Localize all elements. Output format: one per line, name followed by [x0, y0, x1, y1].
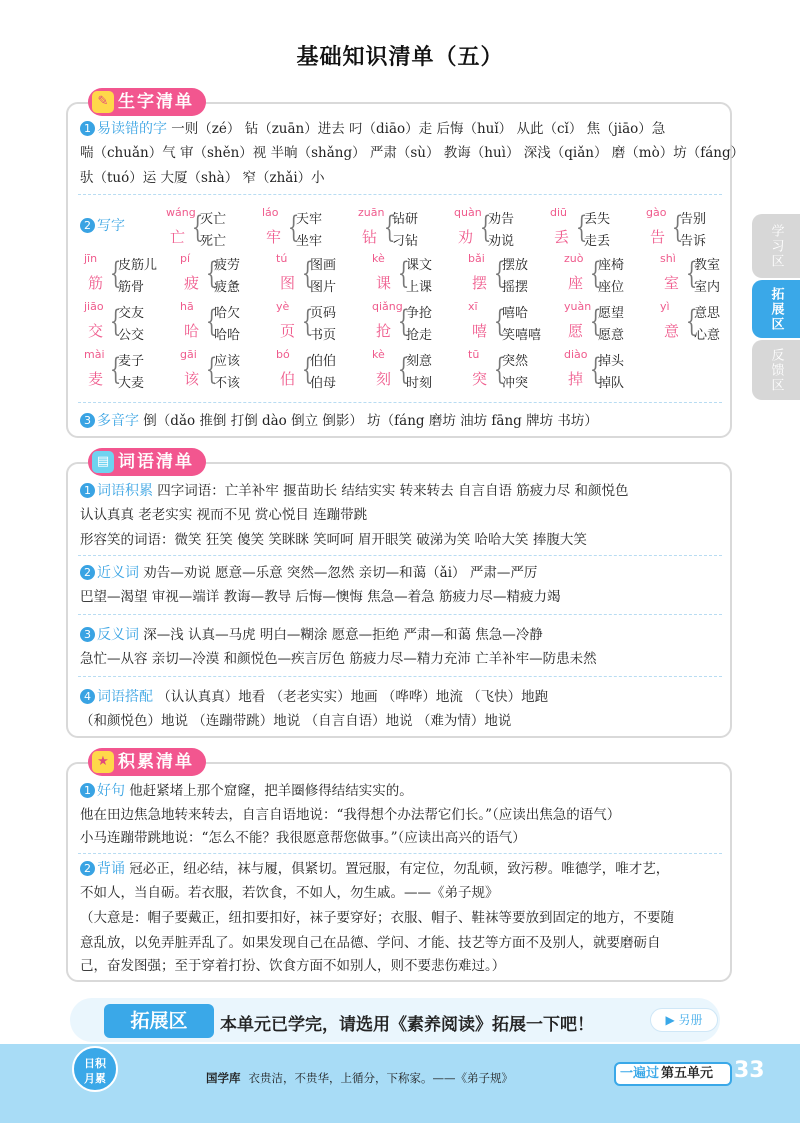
pinyin: hā [180, 300, 194, 313]
xiezi-cell [258, 206, 356, 250]
pinyin: wáng [166, 206, 196, 219]
word-2: 室内 [694, 280, 721, 295]
haoju-label: 好句 [97, 783, 125, 799]
word-1: 麦子 [118, 354, 145, 369]
xiezi-cell [272, 300, 370, 344]
divider [78, 676, 722, 677]
xiezi-cell [464, 348, 562, 392]
brace: { [589, 256, 602, 291]
word-1: 图画 [310, 258, 337, 273]
brace: { [301, 256, 314, 291]
word-1: 皮筋儿 [118, 258, 158, 273]
word-2: 上课 [406, 280, 433, 295]
word-1: 摆放 [502, 258, 529, 273]
word-2: 愿意 [598, 328, 625, 343]
word-2: 书页 [310, 328, 337, 343]
word-2: 告诉 [680, 234, 707, 249]
xiezi-cell [560, 252, 658, 296]
brace: { [205, 352, 218, 387]
word-2: 图片 [310, 280, 337, 295]
word-1: 刻意 [406, 354, 433, 369]
character: 课 [376, 274, 392, 292]
character: 告 [650, 228, 666, 246]
brace: { [301, 352, 314, 387]
word-2: 刁钻 [392, 234, 419, 249]
pinyin: bǎi [468, 252, 485, 265]
pinyin: zuò [564, 252, 584, 265]
footer-unit: 一遍过 第五单元 [614, 1062, 732, 1086]
word-2: 劝说 [488, 234, 515, 249]
jilei-tag [88, 748, 206, 776]
xiezi-cell [176, 348, 274, 392]
pinyin: diào [564, 348, 588, 361]
beisong-line-2: 不如人，当自砺。若衣服，若饮食，不如人，勿生戚。——《弟子规》 [80, 885, 499, 901]
xiezi-label: 写字 [97, 218, 125, 234]
banner-button[interactable] [650, 1008, 718, 1032]
character: 摆 [472, 274, 488, 292]
pencil-icon: ✎ [92, 91, 114, 113]
fanyi-label: 反义词 [97, 627, 139, 643]
character: 座 [568, 274, 584, 292]
word-2: 大麦 [118, 376, 145, 391]
jinyi-line-2: 巴望—渴望 审视—端详 教诲—教导 后悔—懊悔 焦急—着急 筋疲力尽—精疲力竭 [80, 589, 561, 605]
jilei-ci-line-2: 认认真真 老老实实 视而不见 赏心悦目 连蹦带跳 [80, 507, 368, 523]
side-tab-feedback[interactable]: 反馈区 [752, 340, 800, 400]
xiezi-cell [560, 348, 658, 392]
word-2: 筋骨 [118, 280, 145, 295]
word-2: 冲突 [502, 376, 529, 391]
character: 哈 [184, 322, 200, 340]
pinyin: qiǎng [372, 300, 403, 313]
character: 该 [184, 370, 200, 388]
xiezi-cell [176, 300, 274, 344]
pinyin: pí [180, 252, 191, 265]
word-1: 告别 [680, 212, 707, 227]
character: 愿 [568, 322, 584, 340]
duoyin-text: 倒（dǎo 推倒 打倒 dào 倒立 倒影） 坊（fáng 磨坊 油坊 fāng 牌坊 书坊） [143, 413, 598, 429]
jilei-ci-line-1: 1 词语积累 四字词语：亡羊补牢 揠苗助长 结结实实 转来转去 自言自语 筋疲力尽 和颜悦色 [80, 480, 629, 501]
pinyin: jiāo [84, 300, 104, 313]
footer-quote: 国学库 衣贵洁，不贵华，上循分，下称家。——《弟子规》 [206, 1071, 513, 1085]
pinyin: yè [276, 300, 290, 313]
brace: { [287, 210, 300, 245]
word-1: 课文 [406, 258, 433, 273]
xiezi-cell [464, 300, 562, 344]
word-1: 嘻哈 [502, 306, 529, 321]
xiezi-cell [80, 348, 178, 392]
word-2: 掉队 [598, 376, 625, 391]
word-2: 笑嘻嘻 [502, 328, 542, 343]
character: 牢 [266, 228, 282, 246]
beisong-label: 背诵 [97, 861, 125, 877]
word-1: 疲劳 [214, 258, 241, 273]
haoju-line-3: 小马连蹦带跳地说：“怎么不能？我很愿意帮您做事。”（应读出高兴的语气） [80, 830, 526, 846]
xiezi-cell [162, 206, 260, 250]
page-number: 33 [734, 1058, 765, 1083]
beisong-line-5: 己，奋发图强；至于穿着打扮、饮食方面不如别人，则不要悲伤难过。） [80, 958, 506, 974]
brace: { [493, 256, 506, 291]
character: 抢 [376, 322, 392, 340]
haoju-line-2: 他在田边焦急地转来转去，自言自语地说：“我得想个办法帮它们长。”（应读出焦急的语气） [80, 807, 621, 823]
character: 麦 [88, 370, 104, 388]
xiezi-cell [464, 252, 562, 296]
fanyi-line-2: 急忙—从容 亲切—冷漠 和颜悦色—疾言厉色 筋疲力尽—精力充沛 亡羊补牢—防患未然 [80, 651, 597, 667]
xiezi-cell [368, 300, 466, 344]
fanyi-line-1: 3 反义词 深—浅 认真—马虎 明白—糊涂 愿意—拒绝 严肃—和蔼 焦急—冷静 [80, 624, 543, 645]
xiezi-cell [450, 206, 548, 250]
pinyin: yuàn [564, 300, 592, 313]
brace: { [493, 304, 506, 339]
yidu-label: 易读错的字 [97, 121, 167, 137]
character: 突 [472, 370, 488, 388]
brace: { [383, 210, 396, 245]
brace: { [397, 256, 410, 291]
shengzi-title: 生字清单 [118, 92, 194, 112]
yidu-line-3: 驮（tuó）运 大厦（shà） 窄（zhǎi）小 [80, 170, 325, 186]
character: 筋 [88, 274, 104, 292]
haoju-line-1: 1 好句 他赶紧堵上那个窟窿，把羊圈修得结结实实的。 [80, 780, 413, 801]
shengzi-tag [88, 88, 206, 116]
pinyin: kè [372, 252, 385, 265]
yidu-line-1: 1 易读错的字 一则（zé） 钻（zuān）进去 叼（diāo）走 后悔（huǐ） 从此（cǐ） 焦（jiāo）急 [80, 118, 665, 139]
pinyin: shì [660, 252, 676, 265]
pinyin: zuān [358, 206, 385, 219]
dapei-line-1: 4 词语搭配 （认认真真）地看 （老老实实）地画 （哗哗）地流 （飞快）地跑 [80, 686, 548, 707]
word-1: 页码 [310, 306, 337, 321]
pinyin: diū [550, 206, 568, 219]
character: 疲 [184, 274, 200, 292]
pinyin: gāi [180, 348, 197, 361]
character: 交 [88, 322, 104, 340]
xiezi-cell [656, 300, 754, 344]
yidu-line-2: 喘（chuǎn）气 审（shěn）视 半晌（shǎng） 严肃（sù） 教诲（huì） 深浅（qiǎn） 磨（mò）坊（fáng） [80, 145, 745, 161]
brace: { [575, 210, 588, 245]
word-1: 天牢 [296, 212, 323, 227]
divider [78, 402, 722, 403]
word-1: 突然 [502, 354, 529, 369]
pinyin: jīn [84, 252, 98, 265]
word-2: 公交 [118, 328, 145, 343]
character: 嘻 [472, 322, 488, 340]
word-1: 交友 [118, 306, 145, 321]
beisong-line-3: （大意是：帽子要戴正，纽扣要扣好，袜子要穿好；衣服、帽子、鞋袜等要放到固定的地方，不要随 [80, 910, 674, 926]
beisong-line-4: 意乱放，以免弄脏弄乱了。如果发现自己在品德、学问、才能、技艺等方面不及别人，就要磨砺自 [80, 935, 661, 951]
dapei-line-2: （和颜悦色）地说 （连蹦带跳）地说 （自言自语）地说 （难为情）地说 [80, 713, 512, 729]
brace: { [671, 210, 684, 245]
jilei-title: 积累清单 [118, 752, 194, 772]
brace: { [109, 304, 122, 339]
xiezi-cell [272, 348, 370, 392]
character: 图 [280, 274, 296, 292]
beisong-line-1: 2 背诵 冠必正，纽必结，袜与履，俱紧切。置冠服，有定位，勿乱顿，致污秽。唯德学，唯才艺， [80, 858, 669, 879]
pinyin: tū [468, 348, 480, 361]
brace: { [205, 304, 218, 339]
word-1: 钻研 [392, 212, 419, 227]
character: 钻 [362, 228, 378, 246]
footer-badge: 日积 月累 [72, 1046, 118, 1092]
xiezi-cell [546, 206, 644, 250]
side-tab-extend[interactable]: 拓展区 [752, 280, 800, 338]
star-icon: ★ [92, 751, 114, 773]
xiezi-cell [272, 252, 370, 296]
character: 意 [664, 322, 680, 340]
dapei-label: 词语搭配 [97, 689, 153, 705]
pinyin: tú [276, 252, 288, 265]
brace: { [301, 304, 314, 339]
character: 劝 [458, 228, 474, 246]
xiezi-cell [354, 206, 452, 250]
word-2: 哈哈 [214, 328, 241, 343]
jinyi-line-1: 2 近义词 劝告—劝说 愿意—乐意 突然—忽然 亲切—和蔼（ǎi） 严肃—严厉 [80, 562, 537, 583]
pinyin: yì [660, 300, 670, 313]
brace: { [493, 352, 506, 387]
side-tab-study[interactable]: 学习区 [752, 214, 800, 278]
pinyin: mài [84, 348, 105, 361]
xiezi-cell [656, 252, 754, 296]
ciyu-title: 词语清单 [118, 452, 194, 472]
pinyin: quàn [454, 206, 482, 219]
character: 伯 [280, 370, 296, 388]
word-2: 时刻 [406, 376, 433, 391]
word-2: 疲惫 [214, 280, 241, 295]
yidu-text-1: 一则（zé） 钻（zuān）进去 叼（diāo）走 后悔（huǐ） 从此（cǐ） 焦（jiāo）急 [171, 121, 666, 137]
character: 室 [664, 274, 680, 292]
word-1: 愿望 [598, 306, 625, 321]
pinyin: gào [646, 206, 667, 219]
duoyin-label: 多音字 [97, 413, 139, 429]
word-1: 丢失 [584, 212, 611, 227]
pinyin: xī [468, 300, 478, 313]
jilei-ci-line-3: 形容笑的词语：微笑 狂笑 傻笑 笑眯眯 笑呵呵 眉开眼笑 破涕为笑 哈哈大笑 捧腹大笑 [80, 532, 587, 548]
divider [78, 194, 722, 195]
word-2: 走丢 [584, 234, 611, 249]
word-2: 坐牢 [296, 234, 323, 249]
banner-button-label: 另册 [678, 1013, 703, 1027]
brace: { [685, 304, 698, 339]
character: 亡 [170, 228, 186, 246]
word-2: 不该 [214, 376, 241, 391]
divider [78, 614, 722, 615]
banner-text: 本单元已学完，请选用《素养阅读》拓展一下吧！ [220, 1015, 594, 1035]
xiezi-cell [368, 252, 466, 296]
word-1: 意思 [694, 306, 721, 321]
word-1: 争抢 [406, 306, 433, 321]
pinyin: kè [372, 348, 385, 361]
word-2: 死亡 [200, 234, 227, 249]
brace: { [191, 210, 204, 245]
brace: { [397, 352, 410, 387]
pinyin: bó [276, 348, 290, 361]
page-title: 基础知识清单（五） [296, 45, 504, 70]
jilei-ci-label: 词语积累 [97, 483, 153, 499]
banner-tag: 拓展区 [104, 1004, 214, 1038]
xiezi-label-row: 2 写字 [80, 215, 125, 236]
word-1: 劝告 [488, 212, 515, 227]
duoyin-row: 3 多音字 倒（dǎo 推倒 打倒 dào 倒立 倒影） 坊（fáng 磨坊 油坊 fāng 牌坊 书坊） [80, 410, 598, 431]
character: 页 [280, 322, 296, 340]
word-2: 座位 [598, 280, 625, 295]
word-1: 哈欠 [214, 306, 241, 321]
word-2: 抢走 [406, 328, 433, 343]
word-1: 伯伯 [310, 354, 337, 369]
word-2: 心意 [694, 328, 721, 343]
word-2: 摇摆 [502, 280, 529, 295]
divider [78, 555, 722, 556]
xiezi-cell [176, 252, 274, 296]
brace: { [589, 304, 602, 339]
brace: { [479, 210, 492, 245]
book-icon: ▤ [92, 451, 114, 473]
ciyu-tag [88, 448, 206, 476]
word-2: 伯母 [310, 376, 337, 391]
character: 掉 [568, 370, 584, 388]
xiezi-cell [80, 252, 178, 296]
xiezi-cell [368, 348, 466, 392]
word-1: 应该 [214, 354, 241, 369]
jinyi-label: 近义词 [97, 565, 139, 581]
word-1: 灭亡 [200, 212, 227, 227]
divider [78, 853, 722, 854]
word-1: 掉头 [598, 354, 625, 369]
word-1: 座椅 [598, 258, 625, 273]
xiezi-cell [560, 300, 658, 344]
brace: { [589, 352, 602, 387]
brace: { [109, 352, 122, 387]
play-icon: ▶ [665, 1013, 675, 1027]
brace: { [685, 256, 698, 291]
character: 丢 [554, 228, 570, 246]
xiezi-cell [80, 300, 178, 344]
word-1: 教室 [694, 258, 721, 273]
pinyin: láo [262, 206, 279, 219]
brace: { [109, 256, 122, 291]
character: 刻 [376, 370, 392, 388]
xiezi-cell [642, 206, 740, 250]
brace: { [205, 256, 218, 291]
brace: { [397, 304, 410, 339]
